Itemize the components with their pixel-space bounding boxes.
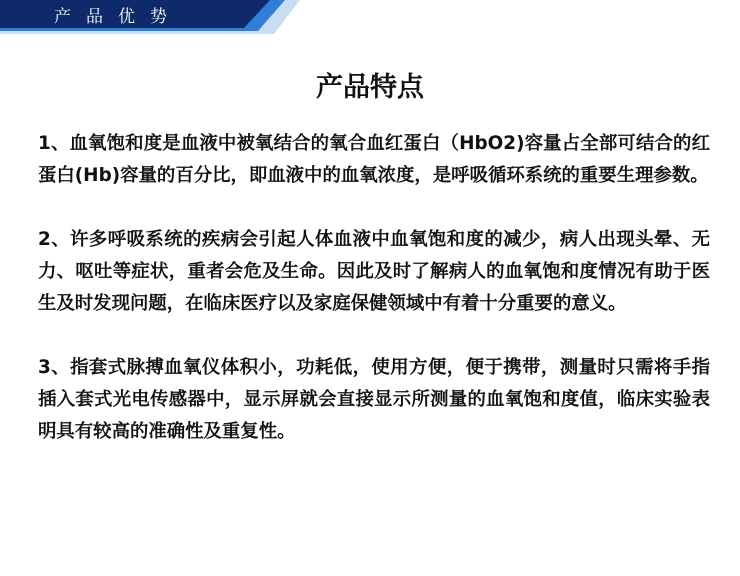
page-title: 产品特点	[316, 72, 424, 103]
feature-paragraph-2: 2、许多呼吸系统的疾病会引起人体血液中血氧饱和度的减少，病人出现头晕、无力、呕吐等症状，重者会危及生命。因此及时了解病人的血氧饱和度情况有助于医生及时发现问题，在临床医疗以及家庭保健领域中有着十分重要的意义。	[38, 229, 710, 314]
feature-paragraph-3: 3、指套式脉搏血氧仪体积小，功耗低，使用方便，便于携带，测量时只需将手指插入套式光电传感器中，显示屏就会直接显示所测量的血氧饱和度值，临床实验表明具有较高的准确性及重复性。	[38, 357, 710, 442]
feature-list	[38, 128, 710, 480]
banner-title: 产品优势	[54, 7, 182, 27]
header-banner	[0, 0, 740, 34]
feature-paragraph-1: 1、血氧饱和度是血液中被氧结合的氧合血红蛋白（HbO2)容量占全部可结合的红蛋白(Hb)容量的百分比，即血液中的血氧浓度，是呼吸循环系统的重要生理参数。	[38, 133, 710, 186]
